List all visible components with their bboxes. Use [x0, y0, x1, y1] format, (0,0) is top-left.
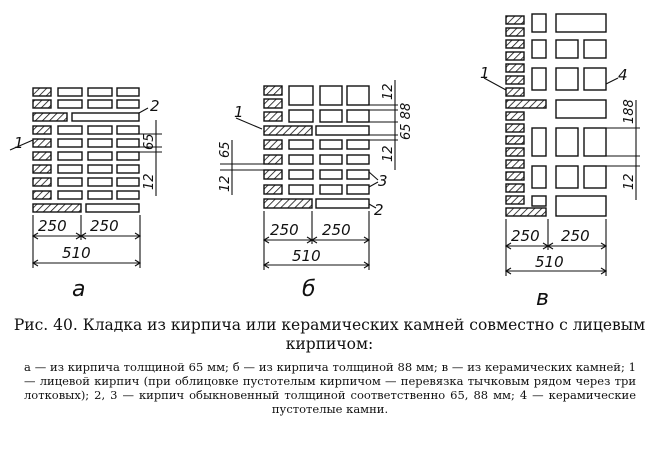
panel-c-dim-left: 250 — [511, 227, 540, 245]
panel-a-label-left: 1 — [14, 134, 24, 152]
panel-c-label-right: 4 — [618, 66, 628, 84]
panel-b — [220, 80, 398, 270]
panel-b-side-dim-left-2: 12 — [218, 175, 233, 192]
panel-b-label-right-top: 3 — [378, 172, 388, 190]
panel-b-side-dim-right-3: 12 — [381, 145, 396, 162]
panel-a-letter: а — [72, 277, 86, 302]
panel-c-text — [480, 64, 637, 310]
figure-title: Рис. 40. Кладка из кирпича или керамических камней совместно с лицевым кирпичом: — [13, 316, 646, 353]
panel-c-dim-right: 250 — [561, 227, 590, 245]
panel-c-facing-bricks — [506, 16, 546, 216]
panel-a — [10, 88, 162, 268]
figure-caption: а — из кирпича толщиной 65 мм; б — из кирпича толщиной 88 мм; в — из керамических камней; 1 — лицевой кирпич (при облицовке пустотелым кирпичом — перевязка тычковым рядом через три лотковых); 2, 3 — кирпич обыкновенный толщиной соответственно 65, 88 мм; 4 — керамические пустотелые камни. — [24, 360, 636, 416]
panel-b-side-dim-left-1: 65 — [218, 141, 233, 158]
panel-a-label-right: 2 — [150, 97, 160, 115]
panel-c-dim-total: 510 — [535, 253, 564, 271]
panel-a-dim-right: 250 — [90, 217, 119, 235]
panel-b-label-right-bottom: 2 — [374, 201, 384, 219]
panel-b-dim-right: 250 — [322, 221, 351, 239]
panel-a-side-dim-2: 12 — [142, 173, 157, 190]
panel-a-ordinary-bricks — [58, 88, 139, 212]
panel-c-letter: в — [536, 286, 549, 310]
panel-b-dim-left: 250 — [270, 221, 299, 239]
panel-a-side-dim-1: 65 — [142, 133, 157, 150]
panel-c-side-dim-2: 12 — [622, 173, 637, 190]
panel-b-dimensions — [220, 80, 398, 270]
panel-b-ordinary-bricks — [289, 86, 369, 208]
panel-b-text — [218, 83, 414, 302]
panel-b-side-dim-right-1: 12 — [381, 83, 396, 100]
panel-b-side-dim-right-2: 65 88 — [399, 102, 414, 140]
panel-b-letter: б — [302, 277, 316, 302]
panel-c-ceramic-blocks — [532, 14, 606, 216]
panel-a-facing-bricks — [33, 88, 81, 212]
panel-b-dim-total: 510 — [292, 247, 321, 265]
panel-a-dim-total: 510 — [62, 244, 91, 262]
panel-c-label-left: 1 — [480, 64, 490, 82]
panel-a-dim-left: 250 — [38, 217, 67, 235]
panel-c-side-dim-1: 188 — [622, 99, 637, 124]
panel-b-label-left: 1 — [234, 103, 244, 121]
